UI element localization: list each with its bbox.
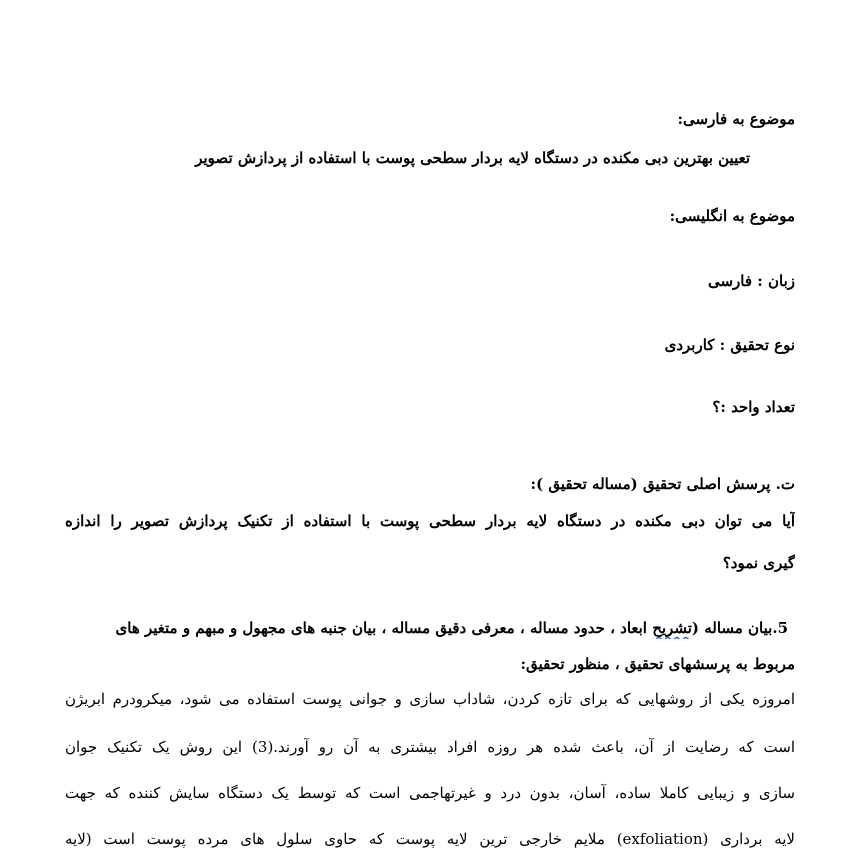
body-line-2: است که رضایت از آن، باعث شده هر روزه افراد بیشتری به آن رو آورند.(3) این روش یک تکنیک جوان xyxy=(65,738,795,756)
problem-line-1-underlined-word: تشریح xyxy=(652,619,692,637)
body-line-3: سازی و زیبایی کاملا ساده، آسان، بدون درد و غیرتهاجمی است که توسط یک دستگاه سایش کننده که جهت xyxy=(65,784,795,802)
research-type-line: نوع تحقیق : کاربردی xyxy=(664,336,795,354)
problem-statement-line-2: مربوط به پرسشهای تحقیق ، منظور تحقیق: xyxy=(520,655,795,673)
question-line-1: آیا می توان دبی مکنده در دستگاه لایه بردار سطحی پوست با استفاده از تکنیک پردازش تصویر را اندازه xyxy=(65,512,795,530)
units-line: تعداد واحد :؟ xyxy=(712,398,795,416)
problem-line-1-suffix: ابعاد ، حدود مساله ، معرفی دقیق مساله ، بیان جنبه های مجهول و مبهم و متغیر های xyxy=(115,619,653,637)
question-line-2: گیری نمود؟ xyxy=(722,554,795,572)
language-line: زبان : فارسی xyxy=(707,272,795,290)
problem-line-1-prefix: 5.بیان مساله ( xyxy=(691,619,788,637)
question-heading: ت. پرسش اصلی تحقیق (مساله تحقیق ): xyxy=(530,475,795,493)
topic-fa-text: تعیین بهترین دبی مکنده در دستگاه لایه بردار سطحی پوست با استفاده از پردازش تصویر xyxy=(195,149,750,167)
body-line-1: امروزه یکی از روشهایی که برای تازه کردن، شاداب سازی و جوانی پوست استفاده می شود، میکرودرم ابریژن xyxy=(65,690,795,708)
problem-statement-line-1 xyxy=(100,617,788,639)
topic-en-label: موضوع به انگلیسی: xyxy=(669,207,795,225)
topic-fa-label: موضوع به فارسی: xyxy=(677,110,795,128)
body-line-4: لایه برداری (exfoliation) ملایم خارجی ترین لایه پوست که حاوی سلول های مرده پوست است (لایه xyxy=(65,830,795,848)
